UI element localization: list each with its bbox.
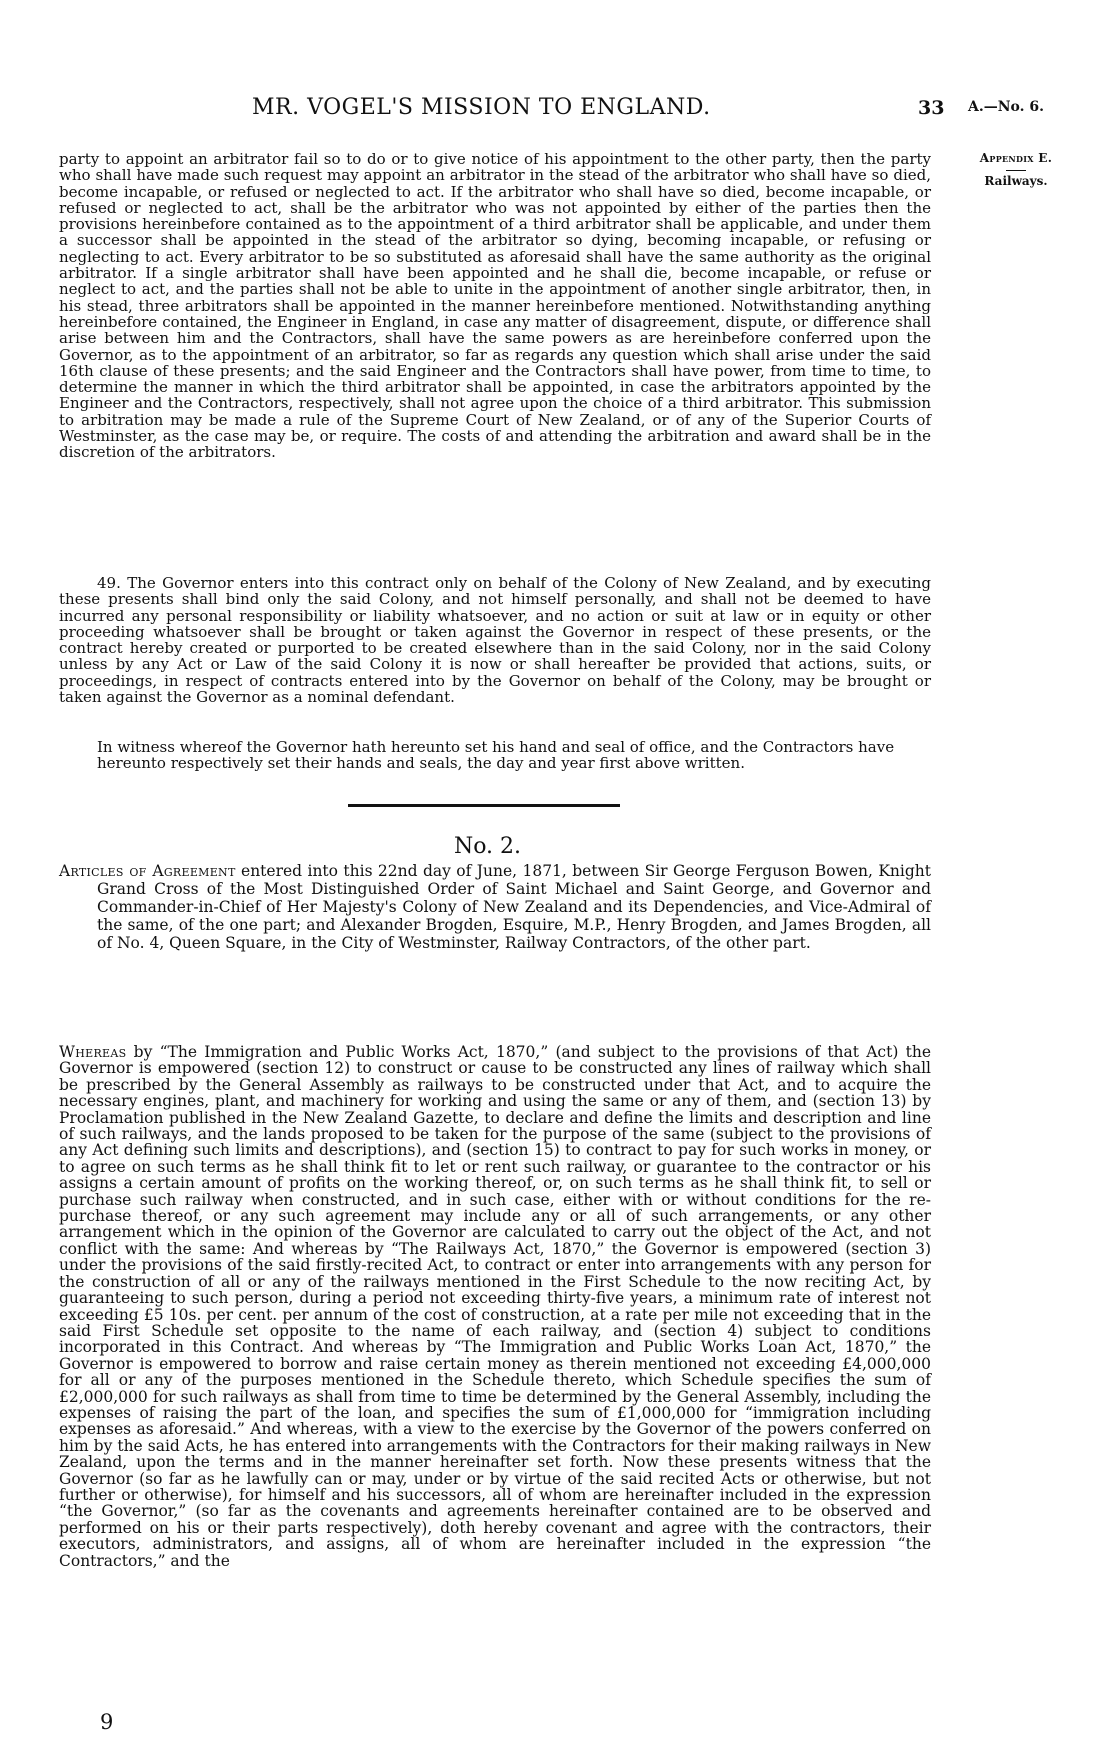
margin-divider — [1006, 170, 1026, 171]
articles-lead: Articles of Agreement — [59, 862, 236, 880]
margin-section: Railways. — [984, 174, 1048, 188]
whereas-text: by “The Immigration and Public Works Act, 1870,” (and subject to the provisions of that Act) the Governor is empowered (section 12) to construct or cause to be constructed any lines of railway which shall be prescribed by the General Assembly as railways to be constructed under that Act, and to acquire the necessary engines, plant, and machinery for working and using the same or any of them, and (section 13) by Proclamation published in the New Zealand Gazette, to declare and define the limits and description and line of such railways, and the lands proposed to be taken for the purpose of the same (subject to the provisions of any Act defining such limits and descriptions), and (section 15) to contract to pay for such works in money, or to agree on such terms as he shall think fit to let or rent such railway, or guarantee to the contractor or his assigns a certain amount of profits on the working thereof, or, on such terms as he shall think fit, to sell or purchase such railway when constructed, and in such case, either with or without conditions for the re-purchase thereof, or any such agreement may include any or all of such arrangements, or any other arrangement which in the opinion of the Governor are calculated to carry out the object of the Act, and not conflict with the same: And whereas by “The Railways Act, 1870,” the Governor is empowered (section 3) under the provisions of the said firstly-recited Act, to contract or enter into arrangements with any person for the construction of all or any of the railways mentioned in the First Schedule to the now reciting Act, by guaranteeing to such person, during a period not exceeding thirty-five years, a minimum rate of interest not exceeding £5 10s. per cent. per annum of the cost of construction, at a rate per mile not exceeding that in the said First Schedule set opposite to the name of each railway, and (section 4) subject to conditions incorporated in this Contract. And whereas by “The Immigration and Public Works Loan Act, 1870,” the Governor is empowered to borrow and raise certain money as therein mentioned not exceeding £4,000,000 for all or any of the purposes mentioned in the Schedule thereto, which Schedule specifies the sum of £2,000,000 for such railways as shall from time to time be determined by the General Assembly, including the expenses of raising the part of the loan, and specifies the sum of £1,000,000 for “immigration including expenses as aforesaid.” And whereas, with a view to the exercise by the Governor of the powers conferred on him by the said Acts, he has entered into arrangements with the Contractors for their making railways in New Zealand, upon the terms and in the manner hereinafter set forth. Now these presents witness that the Governor (so far as he lawfully can or may, under or by virtue of the said recited Acts or otherwise, but not further or otherwise), for himself and his successors, all of whom are hereinafter included in the expression “the Governor,” (so far as the covenants and agreements hereinafter contained are to be observed and performed on his or their parts respectively), doth hereby covenant and agree with the contractors, their executors, administrators, and assigns, all of whom are hereinafter included in the expression “the Contractors,” and the — [59, 1043, 931, 1570]
articles-of-agreement — [59, 862, 931, 952]
whereas-paragraph — [59, 1044, 931, 1569]
margin-note — [961, 150, 1071, 189]
page-header-title: MR. VOGEL'S MISSION TO ENGLAND. — [252, 95, 711, 120]
margin-appendix: Appendix E. — [979, 151, 1053, 165]
articles-text: entered into this 22nd day of June, 1871, between Sir George Ferguson Bowen, Knight Grand Cross of the Most Distinguished Order of Saint Michael and Saint George, and Governor and Commander-in-Chief of Her Majesty's Colony of New Zealand and its Dependencies, and Vice-Admiral of the same, of the one part; and Alexander Brogden, Esquire, M.P., Henry Brogden, and James Brogden, all of No. 4, Queen Square, in the City of Westminster, Railway Contractors, of the other part. — [97, 862, 931, 952]
document-code: A.—No. 6. — [968, 99, 1044, 115]
page-number: 33 — [918, 97, 945, 119]
section-heading: No. 2. — [453, 834, 522, 859]
whereas-lead: Whereas — [59, 1043, 127, 1061]
signature-mark: 9 — [100, 1710, 114, 1734]
section-divider — [348, 804, 620, 807]
body-paragraph-3: In witness whereof the Governor hath hereunto set his hand and seal of office, and the Contractors have hereunto respectively set their hands and seals, the day and year first above written. — [97, 738, 895, 773]
body-paragraph-2: 49. The Governor enters into this contract only on behalf of the Colony of New Zealand, and by executing these presents shall bind only the said Colony, and not himself personally, and shall not be deemed to have incurred any personal responsibility or liability whatsoever, and no action or suit at law or in equity or other proceeding whatsoever shall be brought or taken against the Governor in respect of these presents, or the contract hereby created or purported to be created elsewhere than in the said Colony, nor in the said Colony unless by any Act or Law of the said Colony it is now or shall hereafter be provided that actions, suits, or proceedings, in respect of contracts entered into by the Governor on behalf of the Colony, may be brought or taken against the Governor as a nominal defendant. — [59, 574, 931, 707]
body-paragraph-1: party to appoint an arbitrator fail so to do or to give notice of his appointment to the other party, then the party who shall have made such request may appoint an arbitrator in the stead of the arbitrator who shall have so died, become incapable, or refused or neglected to act. If the arbitrator who shall have so died, become incapable, or refused or neglected to act, shall be the arbitrator who was not appointed by either of the parties then the provisions hereinbefore contained as to the appointment of a third arbitrator shall be applicable, and under them a successor shall be appointed in the stead of the arbitrator so dying, becoming incapable, or refusing or neglecting to act. Every arbitrator to be so substituted as aforesaid shall have the same authority as the original arbitrator. If a single arbitrator shall have been appointed and he shall die, become incapable, or refuse or neglect to act, and the parties shall not be able to unite in the appointment of another single arbitrator, then, in his stead, three arbitrators shall be appointed in the manner hereinbefore mentioned. Notwithstanding anything hereinbefore contained, the Engineer in England, in case any matter of disagreement, dispute, or difference shall arise between him and the Contractors, shall have the same powers as are hereinbefore conferred upon the Governor, as to the appointment of an arbitrator, so far as regards any question which shall arise under the said 16th clause of these presents; and the said Engineer and the Contractors shall have power, from time to time, to determine the manner in which the third arbitrator shall be appointed, in case the arbitrators appointed by the Engineer and the Contractors, respectively, shall not agree upon the choice of a third arbitrator. This submission to arbitration may be made a rule of the Supreme Court of New Zealand, or of any of the Superior Courts of Westminster, as the case may be, or require. The costs of and attending the arbitration and award shall be in the discretion of the arbitrators. — [59, 150, 931, 462]
